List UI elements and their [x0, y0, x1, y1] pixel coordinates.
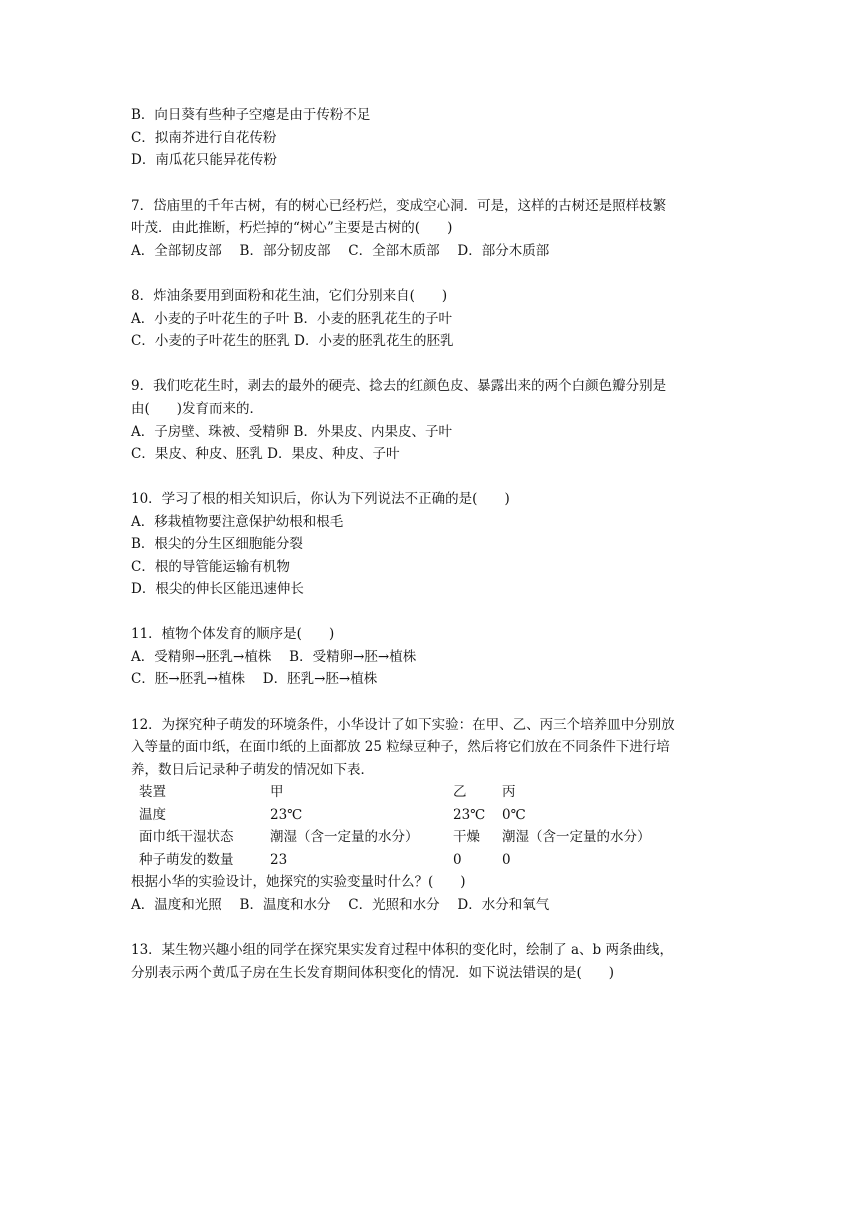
table-cell: 温度: [139, 807, 166, 823]
q10-option-c: C．根的导管能运输有机物: [131, 559, 290, 575]
q7-stem-line2: 叶茂．由此推断，朽烂掉的“树心”主要是古树的( ): [131, 220, 453, 236]
q9-stem-line2: 由( )发育而来的．: [131, 401, 264, 417]
table-cell: 种子萌发的数量: [139, 852, 234, 868]
q11-options-line2: C．胚→胚乳→植株 D．胚乳→胚→植株: [131, 671, 378, 687]
q8-options-line2: C．小麦的子叶花生的胚乳 D．小麦的胚乳花生的胚乳: [131, 333, 454, 349]
q10-option-a: A．移栽植物要注意保护幼根和根毛: [131, 514, 344, 530]
q7-stem-line1: 7．岱庙里的千年古树，有的树心已经朽烂，变成空心洞．可是，这样的古树还是照样枝繁: [131, 198, 667, 214]
q12-stem-line2: 入等量的面巾纸，在面巾纸的上面都放 25 粒绿豆种子，然后将它们放在不同条件下进行培: [131, 739, 670, 755]
q10-option-b: B．根尖的分生区细胞能分裂: [131, 536, 303, 552]
q11-options-line1: A．受精卵→胚乳→植株 B．受精卵→胚→植株: [131, 649, 417, 665]
table-cell: 0: [453, 852, 462, 868]
table-cell: 面巾纸干湿状态: [139, 829, 234, 845]
q10-stem: 10．学习了根的相关知识后，你认为下列说法不正确的是( ): [131, 491, 510, 507]
q13-stem-line2: 分别表示两个黄瓜子房在生长发育期间体积变化的情况．如下说法错误的是( ): [131, 965, 615, 981]
q12-question: 根据小华的实验设计，她探究的实验变量时什么？( ): [131, 874, 466, 890]
table-cell: 甲: [270, 784, 284, 800]
q11-stem: 11．植物个体发育的顺序是( ): [131, 626, 335, 642]
table-cell: 潮湿（含一定量的水分）: [270, 829, 419, 845]
q9-options-line1: A．子房壁、珠被、受精卵 B．外果皮、内果皮、子叶: [131, 424, 452, 440]
table-cell: 23: [270, 852, 288, 868]
table-cell: 23℃: [270, 807, 303, 823]
table-cell: 丙: [502, 784, 516, 800]
q13-stem-line1: 13．某生物兴趣小组的同学在探究果实发育过程中体积的变化时，绘制了 a、b 两条曲线，: [131, 942, 673, 958]
table-cell: 0: [502, 852, 511, 868]
q7-options: A．全部韧皮部 B．部分韧皮部 C．全部木质部 D．部分木质部: [131, 243, 550, 259]
q12-stem-line3: 养，数日后记录种子萌发的情况如下表．: [131, 762, 374, 778]
q6-option-c: C．拟南芥进行自花传粉: [131, 130, 277, 146]
q6-option-d: D．南瓜花只能异花传粉: [131, 152, 277, 168]
q12-options: A．温度和光照 B．温度和水分 C．光照和水分 D．水分和氧气: [131, 897, 550, 913]
q9-stem-line1: 9．我们吃花生时，剥去的最外的硬壳、捻去的红颜色皮、暴露出来的两个白颜色瓣分别是: [131, 378, 667, 394]
q8-options-line1: A．小麦的子叶花生的子叶 B．小麦的胚乳花生的子叶: [131, 311, 452, 327]
q10-option-d: D．根尖的伸长区能迅速伸长: [131, 581, 304, 597]
table-cell: 干燥: [453, 829, 480, 845]
q9-options-line2: C．果皮、种皮、胚乳 D．果皮、种皮、子叶: [131, 446, 400, 462]
table-cell: 23℃: [453, 807, 486, 823]
table-cell: 0℃: [502, 807, 526, 823]
table-cell: 装置: [139, 784, 166, 800]
table-cell: 潮湿（含一定量的水分）: [502, 829, 651, 845]
table-cell: 乙: [453, 784, 467, 800]
q12-stem-line1: 12．为探究种子萌发的环境条件，小华设计了如下实验：在甲、乙、丙三个培养皿中分别放: [131, 717, 675, 733]
q8-stem: 8．炸油条要用到面粉和花生油，它们分别来自( ): [131, 288, 448, 304]
q6-option-b: B．向日葵有些种子空瘪是由于传粉不足: [131, 107, 371, 123]
